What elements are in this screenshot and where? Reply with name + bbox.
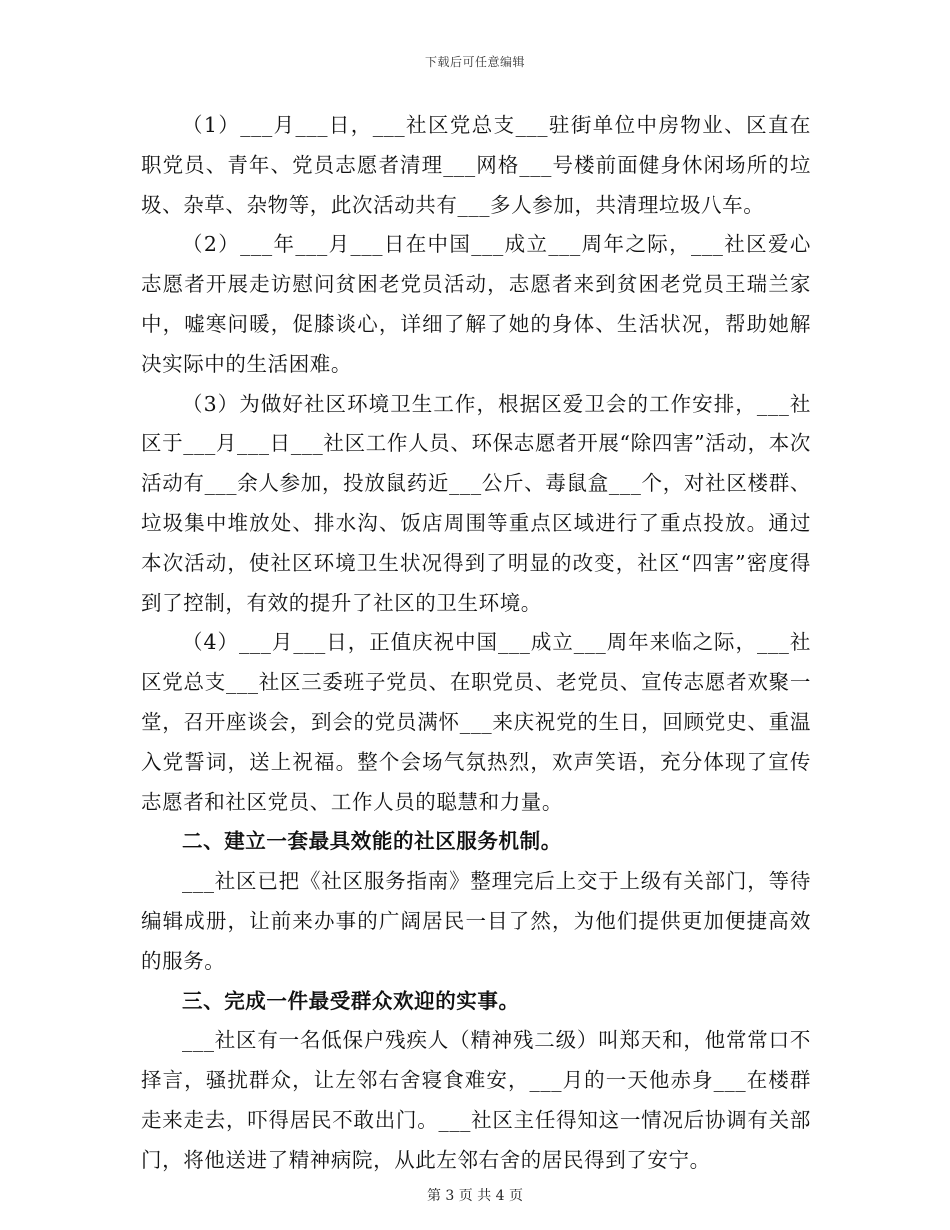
paragraph-item-1: （1）___月___日，___社区党总支___驻街单位中房物业、区直在职党员、青年、党员志愿者清理___网格___号楼前面健身休闲场所的垃圾、杂草、杂物等，此次活动共有___多人参加，共清理垃圾八车。 xyxy=(141,113,811,217)
paragraph-item-4: （4）___月___日，正值庆祝中国___成立___周年来临之际，___社区党总支___社区三委班子党员、在职党员、老党员、宣传志愿者欢聚一堂，召开座谈会，到会的党员满怀___来庆祝党的生日，回顾党史、重温入党誓词，送上祝福。整个会场气氛热烈，欢声笑语，充分体现了宣传志愿者和社区党员、工作人员的聪慧和力量。 xyxy=(141,630,811,814)
paragraph-practical-matter: ___社区有一名低保户残疾人（精神残二级）叫郑天和，他常常口不择言，骚扰群众，让左邻右舍寝食难安，___月的一天他赤身___在楼群走来走去，吓得居民不敢出门。___社区主任得知这一情况后协调有关部门，将他送进了精神病院，从此左邻右舍的居民得到了安宁。 xyxy=(141,1028,811,1172)
document-body xyxy=(141,106,811,1181)
page-header: 下载后可任意编辑 xyxy=(424,55,525,69)
paragraph-item-2: （2）___年___月___日在中国___成立___周年之际，___社区爱心志愿者开展走访慰问贫困老党员活动，志愿者来到贫困老党员王瑞兰家中，嘘寒问暖，促膝谈心，详细了解了她的身体、生活状况，帮助她解决实际中的生活困难。 xyxy=(141,232,811,376)
section-heading-2: 二、建立一套最具效能的社区服务机制。 xyxy=(182,829,562,854)
paragraph-item-3: （3）为做好社区环境卫生工作，根据区爱卫会的工作安排，___社区于___月___日___社区工作人员、环保志愿者开展“除四害”活动，本次活动有___余人参加，投放鼠药近___公斤、毒鼠盒___个，对社区楼群、垃圾集中堆放处、排水沟、饭店周围等重点区域进行了重点投放。通过本次活动，使社区环境卫生状况得到了明显的改变，社区“四害”密度得到了控制，有效的提升了社区的卫生环境。 xyxy=(141,391,811,615)
paragraph-service-mechanism: ___社区已把《社区服务指南》整理完后上交于上级有关部门，等待编辑成册，让前来办事的广阔居民一目了然，为他们提供更加便捷高效的服务。 xyxy=(141,869,811,973)
section-heading-3: 三、完成一件最受群众欢迎的实事。 xyxy=(182,988,520,1013)
page-footer: 第 3 页 共 4 页 xyxy=(426,1188,524,1204)
